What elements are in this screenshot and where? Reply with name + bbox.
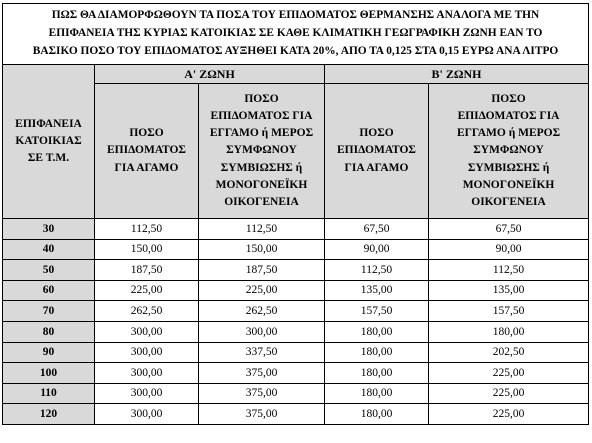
area-cell: 50 — [3, 260, 95, 281]
zone-a-family-cell: 375,00 — [199, 383, 325, 404]
table-row — [3, 342, 589, 363]
area-header: ΕΠΙΦΑΝΕΙΑ ΚΑΤΟΙΚΙΑΣ ΣΕ Τ.Μ. — [3, 65, 95, 219]
zone-a-family-cell: 225,00 — [199, 280, 325, 301]
title-line-3: ΒΑΣΙΚΟ ΠΟΣΟ ΤΟΥ ΕΠΙΔΟΜΑΤΟΣ ΑΥΞΗΘΕΙ ΚΑΤΑ 20%, ΑΠΟ ΤΑ 0,125 ΣΤΑ 0,15 ΕΥΡΩ ΑΝΑ ΛΙΤΡΟ — [32, 44, 559, 57]
zone-header-row — [3, 65, 589, 84]
zone-a-family-cell: 112,50 — [199, 219, 325, 240]
table-row — [3, 301, 589, 322]
zone-b-family-cell: 90,00 — [429, 239, 589, 260]
zone-a-single-cell: 300,00 — [95, 363, 199, 384]
zone-a-single-cell: 300,00 — [95, 383, 199, 404]
zone-a-family-cell: 262,50 — [199, 301, 325, 322]
zone-a-single-cell: 300,00 — [95, 321, 199, 342]
area-cell: 30 — [3, 219, 95, 240]
area-cell: 60 — [3, 280, 95, 301]
zone-a-family-cell: 187,50 — [199, 260, 325, 281]
zone-a-family-header: ΠΟΣΟ ΕΠΙΔΟΜΑΤΟΣ ΓΙΑ ΕΓΓΑΜΟ ή ΜΕΡΟΣ ΣΥΜΦΩΝΟΥ ΣΥΜΒΙΩΣΗΣ ή ΜΟΝΟΓΟΝΕΪΚΗ ΟΙΚΟΓΕΝΕΙΑ — [199, 84, 325, 219]
area-cell: 40 — [3, 239, 95, 260]
area-cell: 90 — [3, 342, 95, 363]
zone-a-family-cell: 375,00 — [199, 363, 325, 384]
zone-b-header: Β' ΖΩΝΗ — [325, 65, 589, 84]
zone-a-family-cell: 337,50 — [199, 342, 325, 363]
zone-b-single-cell: 180,00 — [325, 363, 429, 384]
zone-a-family-cell: 150,00 — [199, 239, 325, 260]
area-cell: 80 — [3, 321, 95, 342]
zone-b-family-cell: 225,00 — [429, 383, 589, 404]
area-cell: 100 — [3, 363, 95, 384]
zone-a-single-cell: 225,00 — [95, 280, 199, 301]
table-row — [3, 260, 589, 281]
title-line-2: ΕΠΙΦΑΝΕΙΑ ΤΗΣ ΚΥΡΙΑΣ ΚΑΤΟΙΚΙΑΣ ΣΕ ΚΑΘΕ ΚΛΙΜΑΤΙΚΗ ΓΕΩΓΡΑΦΙΚΗ ΖΩΝΗ ΕΑΝ ΤΟ — [48, 27, 543, 40]
zone-b-family-cell: 180,00 — [429, 321, 589, 342]
zone-a-single-cell: 187,50 — [95, 260, 199, 281]
zone-b-single-cell: 157,50 — [325, 301, 429, 322]
table-row — [3, 280, 589, 301]
table-row — [3, 321, 589, 342]
zone-a-single-cell: 262,50 — [95, 301, 199, 322]
zone-b-single-cell: 180,00 — [325, 383, 429, 404]
zone-b-family-cell: 67,50 — [429, 219, 589, 240]
zone-b-single-cell: 180,00 — [325, 404, 429, 425]
table-row — [3, 239, 589, 260]
area-cell: 120 — [3, 404, 95, 425]
zone-a-family-cell: 300,00 — [199, 321, 325, 342]
zone-b-single-cell: 112,50 — [325, 260, 429, 281]
heating-allowance-table — [2, 3, 589, 425]
zone-a-header: Α' ΖΩΝΗ — [95, 65, 325, 84]
table-row — [3, 219, 589, 240]
zone-a-family-cell: 375,00 — [199, 404, 325, 425]
table-title — [3, 4, 589, 65]
zone-a-single-cell: 112,50 — [95, 219, 199, 240]
zone-b-single-cell: 180,00 — [325, 321, 429, 342]
zone-a-single-header: ΠΟΣΟ ΕΠΙΔΟΜΑΤΟΣ ΓΙΑ ΑΓΑΜΟ — [95, 84, 199, 219]
title-row — [3, 4, 589, 65]
zone-b-single-cell: 180,00 — [325, 342, 429, 363]
table-row — [3, 363, 589, 384]
zone-b-family-cell: 225,00 — [429, 404, 589, 425]
table-row — [3, 404, 589, 425]
zone-b-family-header: ΠΟΣΟ ΕΠΙΔΟΜΑΤΟΣ ΓΙΑ ΕΓΓΑΜΟ ή ΜΕΡΟΣ ΣΥΜΦΩΝΟΥ ΣΥΜΒΙΩΣΗΣ ή ΜΟΝΟΓΟΝΕΪΚΗ ΟΙΚΟΓΕΝΕΙΑ — [429, 84, 589, 219]
zone-b-family-cell: 202,50 — [429, 342, 589, 363]
zone-b-single-header: ΠΟΣΟ ΕΠΙΔΟΜΑΤΟΣ ΓΙΑ ΑΓΑΜΟ — [325, 84, 429, 219]
table-row — [3, 383, 589, 404]
area-cell: 70 — [3, 301, 95, 322]
zone-b-single-cell: 135,00 — [325, 280, 429, 301]
zone-b-family-cell: 225,00 — [429, 363, 589, 384]
zone-a-single-cell: 150,00 — [95, 239, 199, 260]
zone-b-family-cell: 135,00 — [429, 280, 589, 301]
zone-a-single-cell: 300,00 — [95, 404, 199, 425]
zone-b-single-cell: 67,50 — [325, 219, 429, 240]
zone-b-family-cell: 157,50 — [429, 301, 589, 322]
zone-a-single-cell: 300,00 — [95, 342, 199, 363]
title-line-1: ΠΩΣ ΘΑ ΔΙΑΜΟΡΦΩΘΟΥΝ ΤΑ ΠΟΣΑ ΤΟΥ ΕΠΙΔΟΜΑΤΟΣ ΘΕΡΜΑΝΣΗΣ ΑΝΑΛΟΓΑ ΜΕ ΤΗΝ — [51, 9, 540, 22]
area-cell: 110 — [3, 383, 95, 404]
zone-b-family-cell: 112,50 — [429, 260, 589, 281]
zone-b-single-cell: 90,00 — [325, 239, 429, 260]
